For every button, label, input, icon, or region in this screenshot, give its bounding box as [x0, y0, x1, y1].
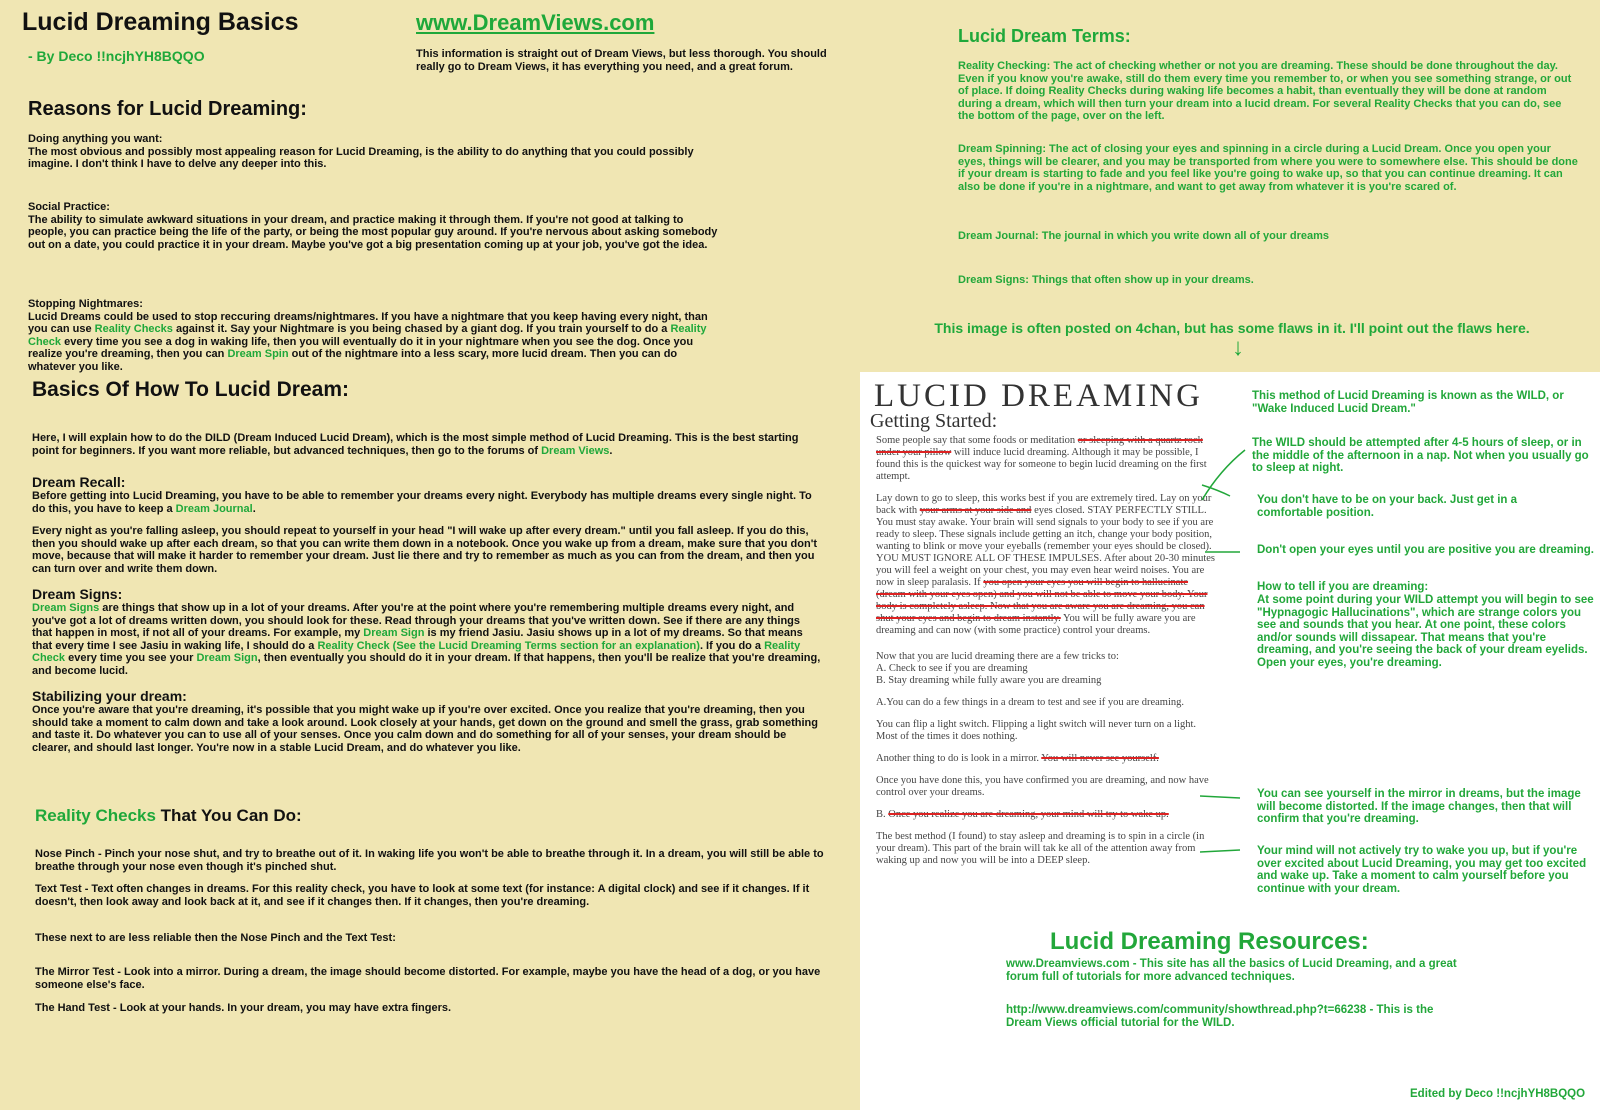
reasons-title: Reasons for Lucid Dreaming: [28, 98, 307, 120]
term-dream-spinning: Dream Spinning: The act of closing your eyes and spinning in a circle during a Lucid Dream. Once you open your eyes, things will be clearer, and you may be transported from where you were to somewhere else. This should be done if your dream is starting to fade and you feel like you're going to wake up, so that you can continue dreaming. It can also be done if you're in a nightmare, and want to get away from whatever it is you're scared of. [958, 143, 1578, 193]
link-reality-check-terms[interactable]: Reality Check (See the Lucid Dreaming Terms section for an explanation) [317, 639, 700, 652]
resource-dreamviews[interactable]: www.Dreamviews.com - This site has all the basics of Lucid Dreaming, and a great forum full of tutorials for more advanced techniques. [1006, 958, 1457, 983]
reason-text: The most obvious and possibly most appealing reason for Lucid Dreaming, is the ability to do anything that you could possibly imagine. I don't think I have to delve any deeper into this. [28, 145, 694, 170]
link-dream-sign[interactable]: Dream Sign [363, 627, 425, 639]
scan-paragraph: A.You can do a few things in a dream to test and see if you are dreaming. [876, 697, 1185, 708]
link-dream-spin[interactable]: Dream Spin [227, 348, 289, 360]
reason-text: The ability to simulate awkward situations in your dream, and practice making it through them. If you're not good at talking to people, you can practice being the life of the party, or being the most popular guy around. If you're nervous about asking somebody out on a date, you could practice it in your dream. Maybe you've got a big presentation coming up at your job, you've got the idea. [28, 213, 718, 251]
link-dream-sign-2[interactable]: Dream Sign [196, 652, 258, 664]
term-reality-checking: Reality Checking: The act of checking whether or not you are dreaming. These should be done throughout the day. Even if you know you're awake, still do them every time you remember to, or when you see something strange, or out of place. If doing Reality Checks during waking life becomes a habit, than eventually they will be done at random during a dream, which will then turn your dream into a lucid dream. For several Reality Checks that you can do, see the bottom of the page, over on the left. [958, 60, 1572, 122]
reason-heading: Stopping Nightmares: [28, 298, 143, 310]
basics-title: Basics Of How To Lucid Dream: [32, 378, 349, 401]
term-dream-signs: Dream Signs: Things that often show up in your dreams. [958, 274, 1254, 286]
reason-text: Lucid Dreams could be used to stop reccuring dreams/nightmares. If you have a nightmare that you keep having every night, than you can use Reality Checks against it. Say your Nightmare is you being chased by a giant dog. If you train yourself to do a Reality Check every time you see a dog in waking life, then you will eventually do it in your nightmare when you see the dog. Once you realize you're dreaming, then you can Dream Spin out of the nightmare into a less scary, more lucid dream. Then you can do whatever you like. [28, 310, 708, 373]
note-wild: This method of Lucid Dreaming is known as the WILD, or "Wake Induced Lucid Dream." [1252, 390, 1564, 415]
edited-credit: Edited by Deco !!ncjhYH8BQQO [1410, 1088, 1586, 1100]
note-mind: Your mind will not actively try to wake you up, but if you're over excited about Lucid Dreaming, you may get too excited and wake up. Take a moment to calm yourself before you continue with your dream. [1257, 845, 1587, 895]
byline: - By Deco !!ncjhYH8BQQO [28, 48, 205, 64]
connector-line [1200, 850, 1240, 852]
note-back: You don't have to be on your back. Just get in a comfortable position. [1257, 494, 1518, 519]
check-mirror-test: The Mirror Test - Look into a mirror. During a dream, the image should become distorted. For example, maybe you have the head of a dog, or you have someone else's face. [35, 966, 821, 991]
term-dream-journal: Dream Journal: The journal in which you write down all of your dreams [958, 230, 1330, 242]
resources-title: Lucid Dreaming Resources: [1050, 928, 1369, 955]
link-dream-journal[interactable]: Dream Journal [175, 502, 253, 515]
note-mirror: You can see yourself in the mirror in dreams, but the image will become distorted. If the image changes, then that will confirm that you're dreaming. [1257, 788, 1581, 825]
scan-paragraph: Another thing to do is look in a mirror. You will never see yourself. [876, 753, 1159, 764]
down-arrow-icon: ↓ [1232, 334, 1244, 361]
recall-text: Before getting into Lucid Dreaming, you have to be able to remember your dreams every night. Everybody has multiple dreams every single night. To do this, you have to keep a Dream Journal. [32, 490, 812, 515]
note-when: The WILD should be attempted after 4-5 hours of sleep, or in the middle of the afternoon in a nap. Not when you usually go to sleep at night. [1252, 437, 1589, 474]
page-title: Lucid Dreaming Basics [22, 8, 299, 36]
scan-paragraph: Once you have done this, you have confirmed you are dreaming, and now have control over your dreams. [876, 775, 1209, 798]
scan-paragraph: Some people say that some foods or meditation or sleeping with a quartz rock under your pillow will induce lucid dreaming. Although it may be possible, I found this is the quickest way for someone to begin lucid dreaming on the first attempt. [876, 435, 1207, 482]
link-reality-check[interactable]: Reality Check [28, 323, 707, 348]
signs-title: Dream Signs: [32, 586, 123, 602]
check-hand-test: The Hand Test - Look at your hands. In your dream, you may have extra fingers. [35, 1002, 452, 1014]
terms-title: Lucid Dream Terms: [958, 26, 1131, 46]
signs-text: Dream Signs are things that show up in a lot of your dreams. After you're at the point where you're remembering multiple dreams every night, and you've got a lot of dreams written down, you should look for these. Read through your dreams that you've written down. See if there are any things that happen in most, if not all of your dreams. For example, my Dream Sign is my friend Jasiu. Jasiu shows up in a lot of my dreams. So that means that every time I see Jasiu in waking life, I should do a Reality Check (See the Lucid Dreaming Terms section for an explanation). If you do a Reality Check every time you see your Dream Sign, then eventually you should do it in your dream. If that happens, then you'll be realize that you're dreaming, and become lucid. [32, 602, 821, 677]
reason-item [28, 298, 718, 373]
note-tell-title: How to tell if you are dreaming: [1257, 581, 1429, 593]
note-eyes: Don't open your eyes until you are positive you are dreaming. [1257, 544, 1594, 556]
scan-subtitle: Getting Started: [870, 410, 998, 432]
check-text-test: Text Test - Text often changes in dreams. For this reality check, you have to look at some text (for instance: A digital clock) and see if it changes. If it doesn't, then look away and look back at it, and see if it changes then. If it changes, then you're dreaming. [35, 883, 810, 908]
stabilizing-title: Stabilizing your dream: [32, 688, 187, 704]
link-dream-views[interactable]: Dream Views [541, 444, 610, 457]
connector-line [1200, 796, 1240, 798]
scan-paragraph: Now that you are lucid dreaming there are a few tricks to: [876, 651, 1119, 662]
flaws-banner: This image is often posted on 4chan, but has some flaws in it. I'll point out the flaws here. [934, 320, 1530, 336]
intro-text: This information is straight out of Dream Views, but less thorough. You should really go to Dream Views, it has everything you need, and a great forum. [416, 48, 827, 73]
checks-title: Reality Checks That You Can Do: [35, 806, 302, 825]
reason-item [28, 201, 718, 251]
scan-title: LUCID DREAMING [874, 378, 1203, 414]
note-tell: At some point during your WILD attempt you will begin to see "Hypnagogic Hallucinations", which are strange colors you see and sounds that you hear. At one point, these colors and/or sounds will dissapear. That means that you're dreaming, and you're seeing the back of your dream eyelids. Open your eyes, you're dreaming. [1257, 594, 1594, 669]
link-dream-signs[interactable]: Dream Signs [32, 602, 100, 614]
reason-heading: Social Practice: [28, 201, 110, 213]
scan-paragraph: Lay down to go to sleep, this works best if you are extremely tired. Lay on your back with your arms at your side and eyes closed. STAY PERFECTLY STILL. You must stay awake. Your brain will send signals to your body to see if you are ready to sleep. These signals include getting an itch, change your body position, wanting to blink or move your eyeballs (remember your eyes should be closed). YOU MUST IGNORE ALL OF THESE IMPULSES. After about 20-30 minutes you will feel a weight on your chest, you may even hear weird noises. You are now in sleep paralasis. If you open your eyes you will begin to hallucinate (dream with your eyes open) and you will not be able to move your body. Your body is completely asleep. Now that you are aware you are dreaming, you can shut your eyes and begin to dream instantly. You will be fully aware you are dreaming and can now (with some practice) control your dreams. [876, 493, 1216, 636]
link-reality-checks[interactable]: Reality Checks [94, 323, 173, 335]
scan-line: B. Stay dreaming while fully aware you are dreaming [876, 675, 1102, 686]
scan-body [876, 435, 1216, 867]
recall-title: Dream Recall: [32, 474, 126, 490]
scan-paragraph: The best method (I found) to stay asleep and dreaming is to spin in a circle (in your dream). This part of the brain will tak ke all of the attention away from waking up and now you will be into a DEEP sleep. [876, 831, 1205, 866]
checks-less-reliable: These next to are less reliable then the Nose Pinch and the Text Test: [35, 932, 396, 944]
scan-paragraph: B. Once you realize you are dreaming, your mind will try to wake up. [876, 809, 1169, 820]
reason-item [28, 133, 718, 171]
annotation-connectors [1200, 430, 1260, 870]
basics-intro: Here, I will explain how to do the DILD (Dream Induced Lucid Dream), which is the most simple method of Lucid Dreaming. This is the best starting point for beginners. If you want more reliable, but advanced techniques, then go to the forums of Dream Views. [32, 432, 799, 457]
scan-paragraph: You can flip a light switch. Flipping a light switch will never turn on a light. Most of the times it does nothing. [876, 719, 1197, 742]
recall-text-2: Every night as you're falling asleep, you should repeat to yourself in your head "I will wake up after every dream." until you fall asleep. If you do this, then you should wake up after each dream, so that you can write them down in a notebook. Once you wake up from a dream, make sure that you don't move, because that will make it harder to remember your dream. Just lie there and try to remember as much as you can from the dream, and then you can turn over and write them down. [32, 525, 817, 575]
resource-wild-tutorial[interactable]: http://www.dreamviews.com/community/showthread.php?t=66238 - This is the Dream Views official tutorial for the WILD. [1006, 1004, 1434, 1029]
site-link[interactable]: www.DreamViews.com [416, 10, 655, 35]
stabilizing-text: Once you're aware that you're dreaming, it's possible that you might wake up if you're over excited. Once you realize that you're dreaming, then you should take a moment to calm down and take a look around. Look closely at your hands, get down on the ground and smell the grass, grab something and taste it. Do whatever you can to use all of your senses. Once you calm down and do something for all of your senses, your dream should be clearer, and should last longer. You're now in a stable Lucid Dream, and do whatever you like. [32, 704, 819, 754]
check-nose-pinch: Nose Pinch - Pinch your nose shut, and try to breathe out of it. In waking life you won't be able to breathe through it. In a dream, you will still be able to breathe through your nose even though it's pinched shut. [35, 848, 824, 873]
link-reality-check-2[interactable]: Reality Check [32, 639, 801, 664]
scan-line: A. Check to see if you are dreaming [876, 663, 1028, 674]
reason-heading: Doing anything you want: [28, 133, 163, 145]
